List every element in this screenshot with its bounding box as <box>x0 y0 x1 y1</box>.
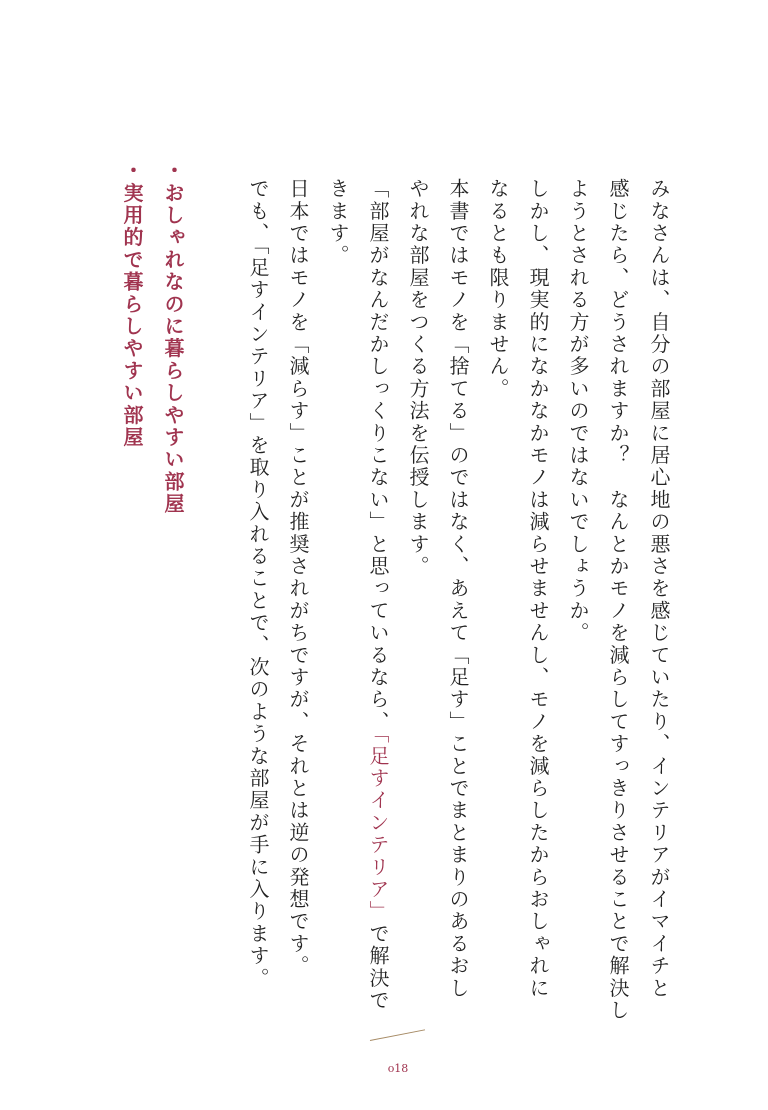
bullet-item: ・おしゃれなのに暮らしやすい部屋 <box>161 160 185 516</box>
text-segment: で解決で <box>366 922 390 1012</box>
text-segment: 日本ではモノを「減らす」ことが推奨されがちですが、それとは逆の発想です。 <box>286 178 310 978</box>
text-segment: でも、「足すインテリア」を取り入れることで、次のような部屋が手に入ります。 <box>246 178 270 990</box>
body-line <box>608 178 628 1022</box>
body-line <box>649 178 669 999</box>
text-segment: 「部屋がなんだかしっくりこない」と思っているなら、 <box>366 178 390 733</box>
body-line <box>528 178 548 999</box>
body-line <box>248 178 268 989</box>
text-segment: やれな部屋をつくる方法を伝授します。 <box>406 178 430 578</box>
page-number: o18 <box>387 1062 409 1075</box>
text-segment: 本書ではモノを「捨てる」のではなく、あえて「足す」ことでまとまりのあるおし <box>446 178 470 1000</box>
text-segment: 感じたら、どうされますか？ なんとかモノを減らしてすっきりさせることで解決し <box>606 178 630 1022</box>
bullet-item: ・実用的で暮らしやすい部屋 <box>120 160 144 449</box>
text-segment: きます。 <box>326 178 350 267</box>
footer-rule <box>370 1029 425 1041</box>
body-line <box>328 178 348 267</box>
text-segment: なるとも限りません。 <box>486 178 510 400</box>
body-line <box>448 178 468 999</box>
text-segment: みなさんは、自分の部屋に居心地の悪さを感じていたり、インテリアがイマイチと <box>647 178 671 1000</box>
body-line <box>568 178 588 644</box>
body-line <box>488 178 508 400</box>
body-line <box>368 178 388 1012</box>
highlight-phrase: 「足すインテリア」 <box>366 733 390 923</box>
text-segment: ようとされる方が多いのではないでしょうか。 <box>566 178 590 645</box>
text-segment: しかし、現実的になかなかモノは減らせませんし、モノを減らしたからおしゃれに <box>526 178 550 1000</box>
body-line <box>288 178 308 977</box>
body-line <box>408 178 428 578</box>
